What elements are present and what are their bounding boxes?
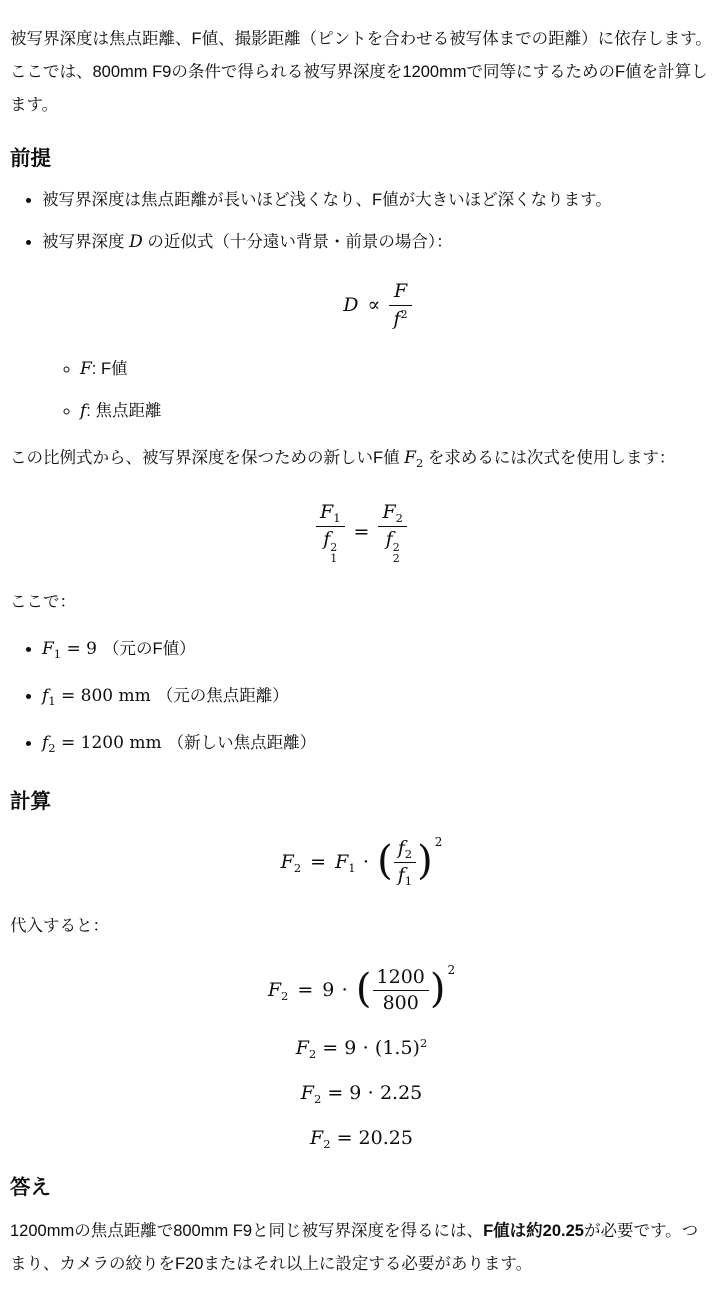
math-var-f: f — [385, 527, 393, 550]
math-exponent: 2 — [392, 540, 400, 554]
cdot-operator: ⋅ — [362, 850, 370, 873]
math-var-F: F — [320, 500, 334, 523]
math-value: = 9 — [66, 638, 97, 659]
math-sub: 1 — [53, 646, 62, 661]
math-sub: 2 — [293, 860, 302, 875]
math-var-F: F — [280, 850, 294, 873]
math-var: F — [404, 447, 416, 468]
math-sub: 2 — [323, 1136, 331, 1151]
formula-ratio-equation — [10, 500, 713, 566]
math-exponent: 2 — [330, 540, 338, 554]
fraction — [373, 965, 429, 1018]
cdot-operator: ⋅ — [341, 978, 348, 1001]
math-var-F: F — [382, 500, 396, 523]
math-var-D: D — [129, 232, 143, 252]
math-sub: 1 — [330, 552, 338, 566]
equals-sign: = — [297, 978, 314, 1001]
math-var-F: F — [335, 850, 349, 873]
math-sub: 2 — [313, 1091, 322, 1106]
given-values-list — [10, 633, 713, 765]
formula-dof-proportion — [42, 279, 713, 333]
formula-step4 — [10, 1127, 713, 1152]
section-heading-calc: 計算 — [10, 789, 51, 813]
answer-paragraph — [10, 1215, 713, 1281]
math-expression: = 9 ⋅ 2.25 — [327, 1081, 423, 1104]
math-supsub-stack — [393, 542, 400, 565]
answer-text-pre: 1200mmの焦点距離で800mm F9と同じ被写界深度を得るには、 — [10, 1222, 484, 1241]
math-sub: 2 — [48, 740, 56, 755]
formula-step3 — [10, 1082, 713, 1107]
list-item-def-F — [80, 353, 713, 386]
math-var-F: F — [300, 1081, 314, 1104]
math-sub: 2 — [415, 455, 424, 470]
bullet-text-pre: 被写界深度 — [42, 233, 130, 251]
given-note: （元の焦点距離） — [156, 686, 289, 705]
equals-sign: = — [353, 520, 370, 543]
fraction-denominator — [378, 526, 407, 566]
given-note: （新しい焦点距離） — [167, 733, 317, 752]
list-item-given-f2 — [42, 727, 713, 765]
math-sub: 2 — [308, 1047, 317, 1062]
math-var-F: F — [393, 280, 408, 302]
section-heading-premise: 前提 — [10, 147, 51, 170]
math-var-F: F — [80, 358, 92, 379]
math-expression: = 20.25 — [336, 1126, 413, 1149]
fraction-right — [378, 500, 407, 566]
math-exponent: 2 — [419, 1036, 428, 1051]
math-expression — [42, 733, 162, 753]
math-expression: = 9 ⋅ (1.5) — [322, 1037, 420, 1060]
math-value: = 800 mm — [61, 685, 151, 706]
math-var: f — [42, 685, 49, 706]
premise-list — [10, 184, 713, 428]
math-var: F — [42, 638, 54, 659]
equals-sign: = — [310, 850, 327, 873]
right-paren: ) — [417, 837, 433, 884]
substitute-label: 代入すると： — [10, 916, 109, 935]
math-exponent: 2 — [434, 834, 443, 849]
answer-text-post: が必要です。つまり、カメラの絞りをF20またはそれ以上に設定する必要があります。 — [10, 1222, 699, 1274]
math-sub: 2 — [404, 847, 413, 862]
math-var-f: f — [80, 400, 87, 421]
math-expression — [42, 686, 151, 706]
right-paren: ) — [429, 965, 446, 1012]
def-text: : F値 — [91, 359, 128, 378]
ratio-paragraph — [10, 442, 713, 480]
fraction-numerator: 1200 — [376, 965, 425, 988]
here-label: ここで： — [10, 592, 76, 611]
math-sub: 1 — [48, 693, 56, 708]
fraction-numerator — [394, 836, 416, 862]
math-value: = 1200 mm — [61, 732, 162, 753]
intro-paragraph: 被写界深度は焦点距離、F値、撮影距離（ピントを合わせる被写体までの距離）に依存します。ここでは、800mm F9の条件で得られる被写界深度を1200mmで同等にするためのF値を計算します。 — [10, 30, 712, 114]
math-var-f: f — [323, 527, 331, 550]
list-item-def-f — [80, 395, 713, 428]
list-item-dof-approx — [42, 226, 713, 428]
fraction-numerator — [389, 279, 411, 305]
math-sub: 2 — [392, 552, 400, 566]
math-sub: 2 — [281, 988, 289, 1003]
math-var-f: f — [397, 837, 405, 860]
def-text: : 焦点距離 — [86, 401, 162, 420]
fraction-denominator — [394, 862, 416, 889]
math-sub: 1 — [333, 510, 341, 525]
left-paren: ( — [377, 837, 393, 884]
answer-bold-value: F値は約20.25 — [483, 1222, 584, 1241]
fraction-numerator — [316, 500, 345, 526]
bullet-text: 被写界深度は焦点距離が長いほど浅くなり、F値が大きいほど深くなります。 — [42, 191, 612, 209]
math-var-f: f — [393, 307, 401, 330]
math-var-F: F — [267, 978, 282, 1001]
fraction — [389, 279, 411, 333]
math-var-D: D — [343, 293, 359, 316]
list-item-given-f1 — [42, 680, 713, 718]
para-text-pre: この比例式から、被写界深度を保つための新しいF値 — [10, 448, 405, 467]
math-supsub-stack — [330, 542, 337, 565]
fraction-denominator — [389, 305, 411, 333]
math-var-F: F — [295, 1037, 309, 1060]
math-var-F2 — [404, 448, 423, 468]
formula-step1 — [10, 963, 713, 1017]
fraction — [394, 836, 416, 890]
formula-calc-main — [10, 835, 713, 890]
fraction-denominator: 800 — [373, 990, 429, 1017]
list-item-dof-rule — [42, 184, 713, 217]
math-coefficient: 9 — [322, 978, 335, 1001]
math-var-f: f — [397, 864, 405, 887]
math-sub: 2 — [395, 510, 403, 525]
formula-step2 — [10, 1037, 713, 1062]
fraction-denominator — [316, 526, 345, 566]
math-var: f — [42, 732, 49, 753]
fraction-numerator — [378, 500, 407, 526]
symbol-definition-list — [42, 353, 713, 428]
proportional-symbol: ∝ — [367, 293, 381, 316]
fraction-left — [316, 500, 345, 566]
math-sub: 1 — [348, 860, 356, 875]
left-paren: ( — [355, 965, 372, 1012]
math-expression — [42, 639, 97, 659]
math-var-F: F — [310, 1126, 324, 1149]
math-exponent: 2 — [447, 962, 456, 977]
given-note: （元のF値） — [103, 639, 196, 658]
bullet-text-post: の近似式（十分遠い背景・前景の場合）： — [142, 233, 453, 251]
section-heading-answer: 答え — [10, 1176, 51, 1200]
math-sub: 1 — [404, 874, 413, 889]
para-text-post: を求めるには次式を使用します： — [423, 448, 676, 467]
list-item-given-F1 — [42, 633, 713, 671]
math-exponent: 2 — [400, 306, 408, 321]
